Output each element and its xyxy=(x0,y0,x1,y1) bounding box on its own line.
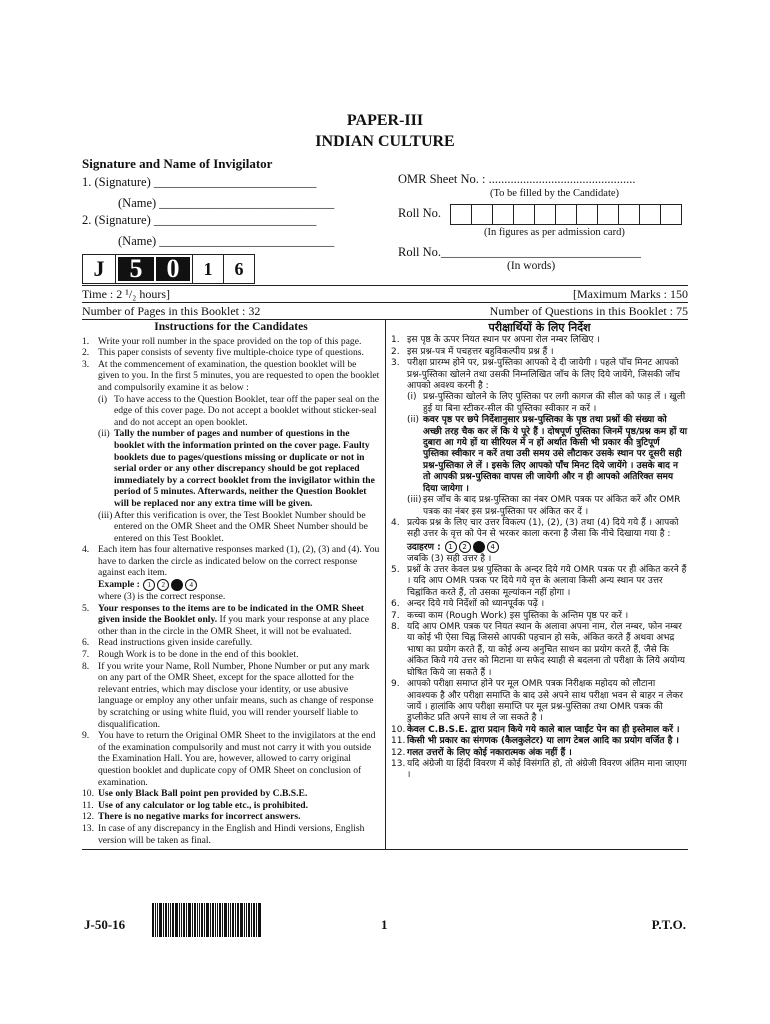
instruction-5: 5. Your responses to the items are to be indicated in the OMR Sheet given inside the Booklet only. If you mark your response at any place other than in the circle in the OMR Sheet, it will not be evaluated. xyxy=(82,602,369,637)
instruction-3: 3. At the commencement of examination, the question booklet will be given to you. In the first 5 minutes, you are requested to open the booklet and compulsorily examine it as below : (i) To have access to the Question Booklet, tear off the paper seal on the edge of this cover page. Do not accept a booklet without sticker-seal and do not accept an open booklet. (ii) Tally the number of pages and number of questions in the booklet with the information printed on the cover page. Faulty booklets due to pages/questions missing or duplicate or not in serial order or any other discrepancy should be got replaced immediately by a correct booklet from the invigilator within the period of 5 minutes. Afterwards, neither the Question Booklet will be replaced nor any extra time will be given. (iii) After this verification is over, the Test Booklet Number should be entered on the OMR Sheet and the OMR Sheet Number should be entered on this Test Booklet. xyxy=(82,358,380,544)
english-instructions xyxy=(82,322,380,846)
name-line-2: (Name) ____________________________ xyxy=(118,234,335,248)
time-label: Time : 2 ¹/₂ hours] xyxy=(82,287,171,301)
hindi-instruction-13: 13. यदि अंग्रेजी या हिंदी विवरण में कोई विसंगति हो, तो अंग्रेजी विवरण अंतिम माना जाएगा । xyxy=(391,758,687,781)
hindi-instruction-6: 6. अन्दर दिये गये निर्देशों को ध्यानपूर्वक पढ़ें । xyxy=(391,599,545,610)
code-digit-6: 6 xyxy=(234,258,244,279)
hindi-instruction-9: 9. आपको परीक्षा समाप्त होने पर मूल OMR पत्रक निरीक्षक महोदय को लौटाना आवश्यक है और परीक्षा समाप्ति के बाद उसे अपने साथ परीक्षा भवन से बाहर न लेकर जायें । हालांकि आप परीक्षा समाप्ति पर मूल प्रश्न-पुस्तिका तथा OMR पत्रक की डुप्लीकेट प्रति अपने साथ ले जा सकते है । xyxy=(391,679,683,724)
roll-figures-note: (In figures as per admission card) xyxy=(484,227,625,238)
roll-box[interactable] xyxy=(472,204,493,225)
instruction-3-ii: (ii) Tally the number of pages and number of questions in the booklet with the information printed on the cover page. Faulty booklets due to pages/questions missing or duplicate or not in serial order or any other discrepancy should be got replaced immediately by a correct booklet from the invigilator within the period of 5 minutes. Afterwards, neither the Question Booklet will be replaced nor any extra time will be given. xyxy=(98,428,375,509)
roll-box[interactable] xyxy=(577,204,598,225)
subject-title: INDIAN CULTURE xyxy=(315,133,455,150)
hindi-instruction-12: 12. गलत उत्तरों के लिए कोई नकारात्मक अंक नहीं हैं । xyxy=(391,747,572,758)
instruction-7: 7. Rough Work is to be done in the end of this booklet. xyxy=(82,649,299,661)
instruction-12: 12. There is no negative marks for incorrect answers. xyxy=(82,811,301,823)
hindi-instruction-8: 8. यदि आप OMR पत्रक पर नियत स्थान के अलावा अपना नाम, रोल नम्बर, फोन नम्बर या कोई भी ऐसा चिह्न जिससे आपकी पहचान हो सके, अंकित करते हैं अथवा अभद्र भाषा का प्रयोग करते हैं, या कोई अन्य अनुचित साधन का प्रयोग करते हैं, जैसे कि अंकित किये गये उत्तर को मिटाना या सफेद स्याही से बदलना तो परीक्षा के लिये अयोग्य घोषित किये जा सकते हैं । xyxy=(391,622,685,678)
signature-line-1: 1. (Signature) __________________________ xyxy=(82,175,317,189)
words-note: (In words) xyxy=(507,260,556,272)
pages-count-label: Number of Pages in this Booklet : 32 xyxy=(82,304,261,318)
max-marks-label: [Maximum Marks : 150 xyxy=(573,287,688,301)
hindi-instruction-4: 4. प्रत्येक प्रश्न के लिए चार उत्तर विकल्प (1), (2), (3) तथा (4) दिये गये हैं । आपको सही उत्तर के वृत्त को पेन से भरकर काला करना है जैसा कि नीचे दिखाया गया है : उदाहरण : 1 2 3 4 जबकि (3) सही उत्तर है । xyxy=(391,518,688,565)
hindi-instruction-5: 5. प्रश्नों के उत्तर केवल प्रश्न पुस्तिका के अन्दर दिये गये OMR पत्रक पर ही अंकित करने हैं । यदि आप OMR पत्रक पर दिये गये वृत्त के अलावा किसी अन्य स्थान पर उत्तर चिह्नांकित करते हैं, तो उसका मूल्यांकन नहीं होगा । xyxy=(391,565,687,598)
signature-line-2: 2. (Signature) __________________________ xyxy=(82,213,317,227)
hindi-instruction-1: 1. इस पृष्ठ के ऊपर नियत स्थान पर अपना रोल नम्बर लिखिए । xyxy=(391,335,600,346)
roll-number-label: Roll No. xyxy=(398,206,442,220)
instruction-3-iii: (iii) After this verification is over, the Test Booklet Number should be entered on the OMR Sheet and the OMR Sheet Number should be entered on this Test Booklet. xyxy=(98,509,368,544)
roll-box[interactable] xyxy=(514,204,535,225)
roll-box[interactable] xyxy=(556,204,577,225)
code-digit-5: 5 xyxy=(118,257,154,281)
instruction-10: 10. Use only Black Ball point pen provided by C.B.S.E. xyxy=(82,788,308,800)
hindi-instruction-3-iii: (iii) इस जाँच के बाद प्रश्न-पुस्तिका का नंबर OMR पत्रक पर अंकित करें और OMR पत्रक का नंबर इस प्रश्न-पुस्तिका पर अंकित कर दें । xyxy=(407,495,681,517)
english-instructions-heading: Instructions for the Candidates xyxy=(154,321,308,333)
omr-note: (To be filled by the Candidate) xyxy=(490,188,620,199)
paper-code-box xyxy=(82,254,255,284)
roll-box[interactable] xyxy=(619,204,640,225)
roll-number-boxes[interactable] xyxy=(450,204,682,225)
roll-box[interactable] xyxy=(493,204,514,225)
instruction-3-i: (i) To have access to the Question Booklet, tear off the paper seal on the edge of this cover page. Do not accept a booklet without sticker-seal and do not accept an open booklet. xyxy=(98,393,380,428)
hindi-instruction-2: 2. इस प्रश्न-पत्र में पचहत्तर बहुविकल्पीय प्रश्न हैं । xyxy=(391,346,554,357)
roll-box[interactable] xyxy=(535,204,556,225)
questions-count-label: Number of Questions in this Booklet : 75 xyxy=(489,304,688,318)
name-line-1: (Name) ____________________________ xyxy=(118,196,335,210)
instruction-2: 2. This paper consists of seventy five multiple-choice type of questions. xyxy=(82,347,364,359)
omr-sheet-label: OMR Sheet No. : ............................................... xyxy=(398,172,636,186)
roll-words-line: Roll No.________________________________ xyxy=(398,245,642,259)
barcode xyxy=(152,903,262,937)
example-note: where (3) is the correct response. xyxy=(98,591,226,603)
hindi-instructions xyxy=(391,322,688,782)
hindi-instruction-7: 7. कच्चा काम (Rough Work) इस पुस्तिका के अन्तिम पृष्ठ पर करें । xyxy=(391,610,629,621)
roll-box[interactable] xyxy=(598,204,619,225)
code-digit-1: 1 xyxy=(192,255,224,283)
pto-label: P.T.O. xyxy=(651,917,686,932)
instruction-8: 8. If you write your Name, Roll Number, Phone Number or put any mark on any part of the OMR Sheet, except for the space allotted for the relevant entries, which may disclose your identity, or use abusive language or employ any other unfair means, such as change of response by scratching or using white fluid, you will render yourself liable to disqualification. xyxy=(82,660,374,730)
paper-title: PAPER-III xyxy=(346,112,424,129)
code-letter: J xyxy=(83,255,116,283)
instruction-13: 13. In case of any discrepancy in the English and Hindi versions, English version will be taken as final. xyxy=(82,822,365,846)
hindi-instruction-11: 11. किसी भी प्रकार का संगणक (कैलकुलेटर) या लाग टेबल आदि का प्रयोग वर्जित है । xyxy=(391,736,679,747)
roll-box[interactable] xyxy=(661,204,682,225)
hindi-example-note: जबकि (3) सही उत्तर है । xyxy=(407,553,492,564)
hindi-instructions-heading: परीक्षार्थियों के लिए निर्देश xyxy=(488,321,591,334)
roll-box[interactable] xyxy=(640,204,661,225)
instruction-11: 11. Use of any calculator or log table etc., is prohibited. xyxy=(82,799,308,811)
footer-code: J-50-16 xyxy=(84,917,126,932)
hindi-instruction-10: 10. केवल C.B.S.E. द्वारा प्रदान किये गये काले बाल प्वाईंट पेन का ही इस्तेमाल करें । xyxy=(391,724,680,735)
instruction-6: 6. Read instructions given inside carefully. xyxy=(82,637,253,649)
instruction-1: 1. Write your roll number in the space provided on the top of this page. xyxy=(82,335,362,347)
instruction-9: 9. You have to return the Original OMR Sheet to the invigilators at the end of the examination compulsorily and must not carry it with you outside the Examination Hall. You are, however, allowed to carry original question booklet and duplicate copy of OMR Sheet on conclusion of examination. xyxy=(82,730,376,788)
hindi-instruction-3-ii: (ii) कवर पृष्ठ पर छपे निर्देशानुसार प्रश्न-पुस्तिका के पृष्ठ तथा प्रश्नों की संख्या को अच्छी तरह चैक कर लें कि ये पूरे हैं । दोषपूर्ण पुस्तिका जिनमें पृष्ठ/प्रश्न कम हों या दुबारा आ गये हों या सीरियल में न हों अर्थात किसी भी प्रकार की त्रुटिपूर्ण पुस्तिका स्वीकार न करें तथा उसी समय उसे लौटाकर उसके स्थान पर दूसरी सही प्रश्न-पुस्तिका ले लें । इसके लिए आपको पाँच मिनट दिये जायेंगे । उसके बाद न तो आपकी प्रश्न-पुस्तिका वापस ली जायेगी और न ही आपको अतिरिक्त समय दिया जायेगा । xyxy=(407,415,688,494)
hindi-instruction-3: 3. परीक्षा प्रारम्भ होने पर, प्रश्न-पुस्तिका आपको दे दी जायेगी । पहले पाँच मिनट आपको प्रश्न-पुस्तिका खोलने तथा उसकी निम्नलिखित जाँच के लिए दिये जायेंगे, जिसकी जाँच आपको अवश्य करनी है : (i) प्रश्न-पुस्तिका खोलने के लिए पुस्तिका पर लगी कागज की सील को फाड़ लें । खुली हुई या बिना स्टीकर-सील की पुस्तिका स्वीकार न करें । (ii) कवर पृष्ठ पर छपे निर्देशानुसार प्रश्न-पुस्तिका के पृष्ठ तथा प्रश्नों की संख्या को अच्छी तरह चैक कर लें कि ये पूरे हैं । दोषपूर्ण पुस्तिका जिनमें पृष्ठ/प्रश्न कम हों या दुबारा आ गये हों या सीरियल में न हों अर्थात किसी भी प्रकार की त्रुटिपूर्ण पुस्तिका स्वीकार न करें तथा उसी समय उसे लौटाकर उसके स्थान पर दूसरी सही प्रश्न-पुस्तिका ले लें । इसके लिए आपको पाँच मिनट दिये जायेंगे । उसके बाद न तो आपकी प्रश्न-पुस्तिका वापस ली जायेगी और न ही आपको अतिरिक्त समय दिया जायेगा । (iii) इस जाँच के बाद प्रश्न-पुस्तिका का नंबर OMR पत्रक पर अंकित करें और OMR पत्रक का नंबर इस प्रश्न-पुस्तिका पर अंकित कर दें । xyxy=(391,358,688,517)
roll-box[interactable] xyxy=(450,204,472,225)
page-number: 1 xyxy=(381,917,388,932)
hindi-instruction-3-i: (i) प्रश्न-पुस्तिका खोलने के लिए पुस्तिका पर लगी कागज की सील को फाड़ लें । खुली हुई या बिना स्टीकर-सील की पुस्तिका स्वीकार न करें । xyxy=(407,392,686,414)
invigilator-heading: Signature and Name of Invigilator xyxy=(82,156,273,171)
code-digit-0: 0 xyxy=(156,257,190,281)
instruction-4: 4. Each item has four alternative responses marked (1), (2), (3) and (4). You have to darken the circle as indicated below on the correct response against each item. Example : 1 2 3 4 where (3) is the correct response. xyxy=(82,544,380,603)
hindi-example-row: उदाहरण : 1 2 3 4 xyxy=(407,541,688,554)
example-row: Example : 1 2 3 4 xyxy=(98,579,380,591)
